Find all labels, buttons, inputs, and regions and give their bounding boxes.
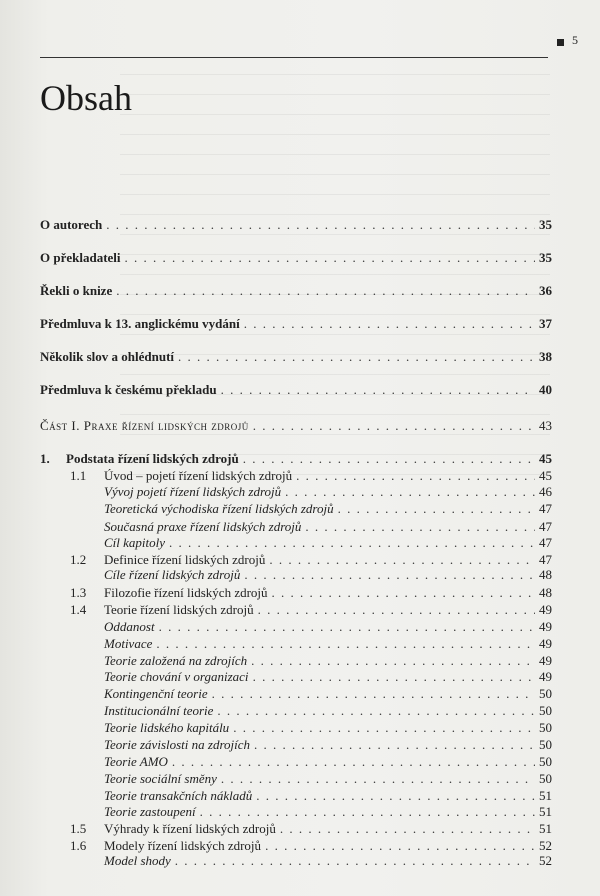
toc-entry-page: 52 [539,853,552,868]
toc-entry-title: Cíl kapitoly [104,535,166,550]
toc-entry [0,248,600,268]
toc-entry-title: Úvod – pojetí řízení lidských zdrojů [104,468,293,483]
toc-entry-title: Teorie AMO [104,754,168,769]
toc-entry [0,565,600,585]
toc-dot-leader [178,347,535,367]
toc-entry-title: Část I. Praxe řízení lidských zdrojů [40,418,249,433]
toc-entry-page: 40 [539,382,552,397]
toc-entry-title: Teorie zastoupení [104,804,196,819]
toc-entry-title: Řekli o knize [40,283,113,298]
toc-entry-title: Teoretická východiska řízení lidských zdrojů [104,501,334,516]
toc-entry-page: 43 [539,418,552,433]
toc-entry-title: O autorech [40,217,103,232]
toc-entry-title: Vývoj pojetí řízení lidských zdrojů [104,484,282,499]
toc-entry-number: 1.1 [70,468,87,483]
toc-dot-leader [175,851,535,871]
toc-entry-page: 50 [539,771,552,786]
toc-entry-page: 35 [539,217,552,232]
toc-entry [0,314,600,334]
toc-entry-title: Teorie sociální směny [104,771,217,786]
toc-entry-page: 50 [539,737,552,752]
toc-entry-title: Institucionální teorie [104,703,214,718]
toc-entry-page: 45 [539,468,552,483]
toc-entry [0,215,600,235]
toc-entry-page: 36 [539,283,552,298]
toc-entry-page: 50 [539,703,552,718]
toc-dot-leader [338,499,535,519]
toc-entry [0,281,600,301]
toc-entry-title: Teorie transakčních nákladů [104,788,253,803]
toc-entry-number: 1.5 [70,821,87,836]
toc-dot-leader [253,416,535,436]
toc-entry-page: 51 [539,821,552,836]
toc-entry-number: 1. [40,451,50,466]
toc-entry-title: Několik slov a ohlédnutí [40,349,175,364]
toc-dot-leader [116,281,535,301]
toc-entry-title: Definice řízení lidských zdrojů [104,552,266,567]
toc-dot-leader [106,215,535,235]
toc-entry-title: O překladateli [40,250,121,265]
toc-entry-number: 1.6 [70,838,87,853]
toc-entry-page: 48 [539,585,552,600]
toc-entry-page: 50 [539,754,552,769]
toc-entry-page: 49 [539,636,552,651]
toc-entry-page: 47 [539,535,552,550]
toc-entry-title: Kontingenční teorie [104,686,208,701]
toc-entry-title: Cíle řízení lidských zdrojů [104,567,241,582]
page-title: Obsah [40,78,132,118]
toc-entry-page: 51 [539,788,552,803]
toc-entry-page: 50 [539,720,552,735]
toc-entry-page: 48 [539,567,552,582]
toc-entry-page: 38 [539,349,552,364]
toc-entry-page: 47 [539,501,552,516]
page-number: 5 [572,33,578,47]
toc-entry-page: 37 [539,316,552,331]
toc-entry-title: Současná praxe řízení lidských zdrojů [104,519,302,534]
toc-entry-page: 47 [539,552,552,567]
toc-entry [0,499,600,519]
toc-entry-number: 1.3 [70,585,87,600]
toc-dot-leader [125,248,535,268]
toc-entry [0,416,600,436]
toc-entry-page: 35 [539,250,552,265]
toc-entry-title: Teorie lidského kapitálu [104,720,230,735]
toc-entry-title: Model shody [104,853,171,868]
toc-entry-title: Motivace [104,636,153,651]
toc-entry-page: 50 [539,686,552,701]
toc-entry-number: 1.2 [70,552,87,567]
toc-entry-title: Teorie založená na zdrojích [104,653,248,668]
toc-entry-page: 52 [539,838,552,853]
toc-entry-page: 49 [539,653,552,668]
toc-entry-title: Výhrady k řízení lidských zdrojů [104,821,276,836]
toc-entry-title: Podstata řízení lidských zdrojů [66,451,239,466]
toc-entry [0,347,600,367]
toc-entry-number: 1.4 [70,602,87,617]
toc-entry-page: 51 [539,804,552,819]
toc-entry-title: Oddanost [104,619,155,634]
toc-entry-title: Předmluva k 13. anglickému vydání [40,316,240,331]
toc-entry-title: Teorie závislosti na zdrojích [104,737,251,752]
toc-entry-page: 49 [539,669,552,684]
toc-entry [0,380,600,400]
toc-entry [0,851,600,871]
toc-entry-title: Předmluva k českému překladu [40,382,217,397]
toc-entry-title: Filozofie řízení lidských zdrojů [104,585,268,600]
toc-entry-title: Teorie chování v organizaci [104,669,249,684]
toc-dot-leader [244,314,535,334]
toc-entry-page: 49 [539,619,552,634]
toc-entry-page: 47 [539,519,552,534]
toc-entry-page: 46 [539,484,552,499]
toc-entry-title: Modely řízení lidských zdrojů [104,838,262,853]
toc-entry-page: 45 [539,451,552,466]
toc-dot-leader [221,380,535,400]
toc-entry-title: Teorie řízení lidských zdrojů [104,602,254,617]
toc-dot-leader [244,565,535,585]
toc-entry-page: 49 [539,602,552,617]
